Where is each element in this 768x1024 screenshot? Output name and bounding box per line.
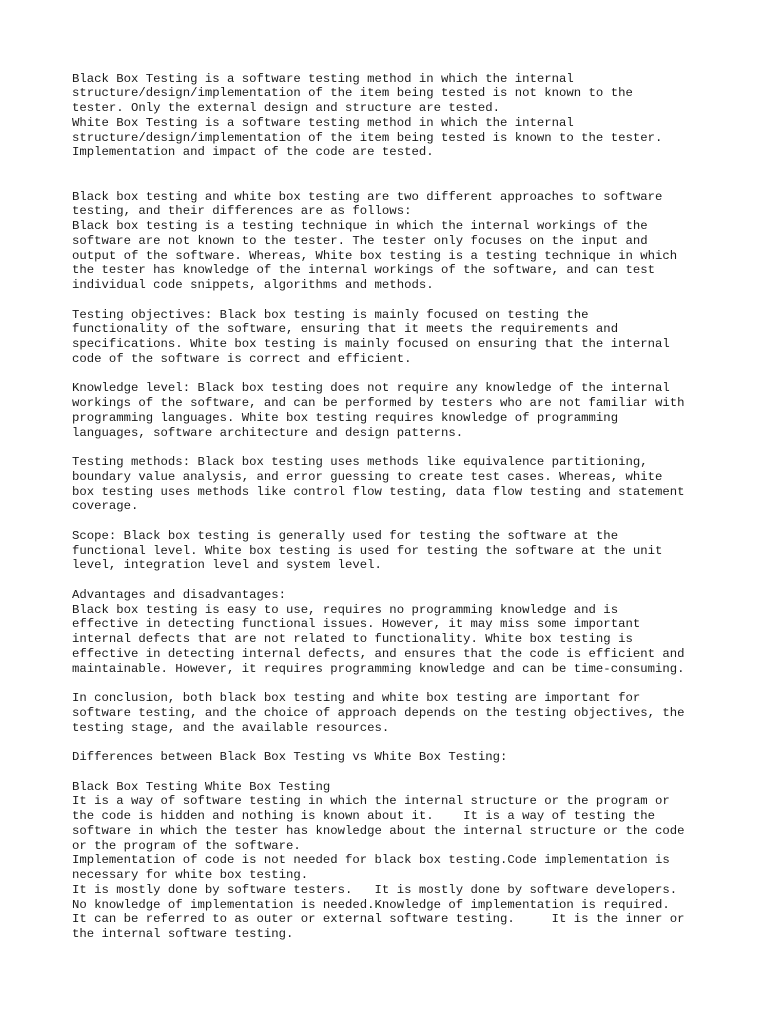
text-line: level, integration level and system level. — [72, 558, 382, 573]
blank-line — [72, 676, 762, 691]
blank-line — [72, 440, 762, 455]
text-line: software testing, and the choice of approach depends on the testing objectives, the — [72, 705, 685, 720]
blank-line — [72, 367, 762, 382]
text-line: Black Box Testing White Box Testing — [72, 779, 331, 794]
text-line: testing, and their differences are as follows: — [72, 204, 412, 219]
text-line: Testing methods: Black box testing uses methods like equivalence partitioning, — [72, 455, 648, 469]
text-line: workings of the software, and can be performed by testers who are not familiar with — [72, 396, 685, 410]
text-line: output of the software. Whereas, White box testing is a testing technique in which — [72, 248, 678, 263]
text-line: the code is hidden and nothing is known about it. It is a way of testing the — [72, 809, 655, 823]
text-line: functional level. White box testing is used for testing the software at the unit — [72, 543, 663, 558]
text-line: It is mostly done by software testers. It is mostly done by software developers. — [72, 882, 678, 897]
text-line: structure/design/implementation of the item being tested is not known to the — [72, 86, 633, 101]
text-line: It can be referred to as outer or external software testing. It is the inner or — [72, 912, 685, 927]
blank-line — [72, 293, 762, 308]
text-line: effective in detecting internal defects, and ensures that the code is efficient and — [72, 646, 685, 661]
blank-line — [72, 175, 762, 190]
text-line: No knowledge of implementation is needed.Knowledge of implementation is required. — [72, 897, 670, 912]
text-line: software in which the tester has knowledge about the internal structure or the code — [72, 823, 685, 838]
text-line: specifications. White box testing is mainly focused on ensuring that the internal — [72, 337, 670, 351]
text-line: the tester has knowledge of the internal workings of the software, and can test — [72, 263, 655, 278]
text-line: or the program of the software. — [72, 838, 301, 853]
blank-line — [72, 514, 762, 529]
text-line: Black box testing and white box testing are two different approaches to software — [72, 189, 663, 204]
text-line: Black Box Testing is a software testing method in which the internal — [72, 71, 574, 86]
text-line: code of the software is correct and efficient. — [72, 351, 412, 366]
text-line: individual code snippets, algorithms and methods. — [72, 278, 434, 292]
text-line: languages, software architecture and design patterns. — [72, 425, 464, 440]
text-line: the internal software testing. — [72, 927, 294, 941]
text-line: maintainable. However, it requires programming knowledge and can be time-consuming. — [72, 661, 685, 676]
text-line: coverage. — [72, 499, 139, 514]
blank-line — [72, 765, 762, 780]
text-line: programming languages. White box testing requires knowledge of programming — [72, 410, 619, 425]
text-line: internal defects that are not related to functionality. White box testing is — [72, 632, 633, 646]
blank-line — [72, 160, 762, 175]
text-line: In conclusion, both black box testing and white box testing are important for — [72, 691, 641, 705]
text-line: Differences between Black Box Testing vs White Box Testing: — [72, 750, 508, 764]
text-line: box testing uses methods like control flow testing, data flow testing and statement — [72, 484, 685, 499]
text-line: structure/design/implementation of the item being tested is known to the tester. — [72, 130, 663, 145]
text-line: Scope: Black box testing is generally used for testing the software at the — [72, 528, 619, 543]
text-line: boundary value analysis, and error guessing to create test cases. Whereas, white — [72, 469, 663, 484]
text-line: Implementation of code is not needed for black box testing.Code implementation is — [72, 853, 670, 868]
text-line: software are not known to the tester. The tester only focuses on the input and — [72, 233, 648, 248]
text-line: effective in detecting functional issues. However, it may miss some important — [72, 617, 641, 632]
document-body — [72, 72, 762, 942]
text-line: Testing objectives: Black box testing is mainly focused on testing the — [72, 307, 589, 322]
text-line: Implementation and impact of the code are tested. — [72, 145, 434, 160]
blank-line — [72, 573, 762, 588]
text-line: Knowledge level: Black box testing does not require any knowledge of the internal — [72, 381, 670, 396]
blank-line — [72, 735, 762, 750]
text-line: functionality of the software, ensuring that it meets the requirements and — [72, 322, 619, 337]
text-line: Black box testing is a testing technique in which the internal workings of the — [72, 219, 648, 233]
text-line: Advantages and disadvantages: — [72, 587, 287, 602]
text-line: Black box testing is easy to use, requires no programming knowledge and is — [72, 602, 619, 617]
text-line: It is a way of software testing in which the internal structure or the program or — [72, 794, 670, 809]
text-line: testing stage, and the available resources. — [72, 720, 390, 735]
text-line: necessary for white box testing. — [72, 868, 309, 882]
text-line: White Box Testing is a software testing method in which the internal — [72, 115, 574, 130]
text-line: tester. Only the external design and structure are tested. — [72, 101, 501, 115]
